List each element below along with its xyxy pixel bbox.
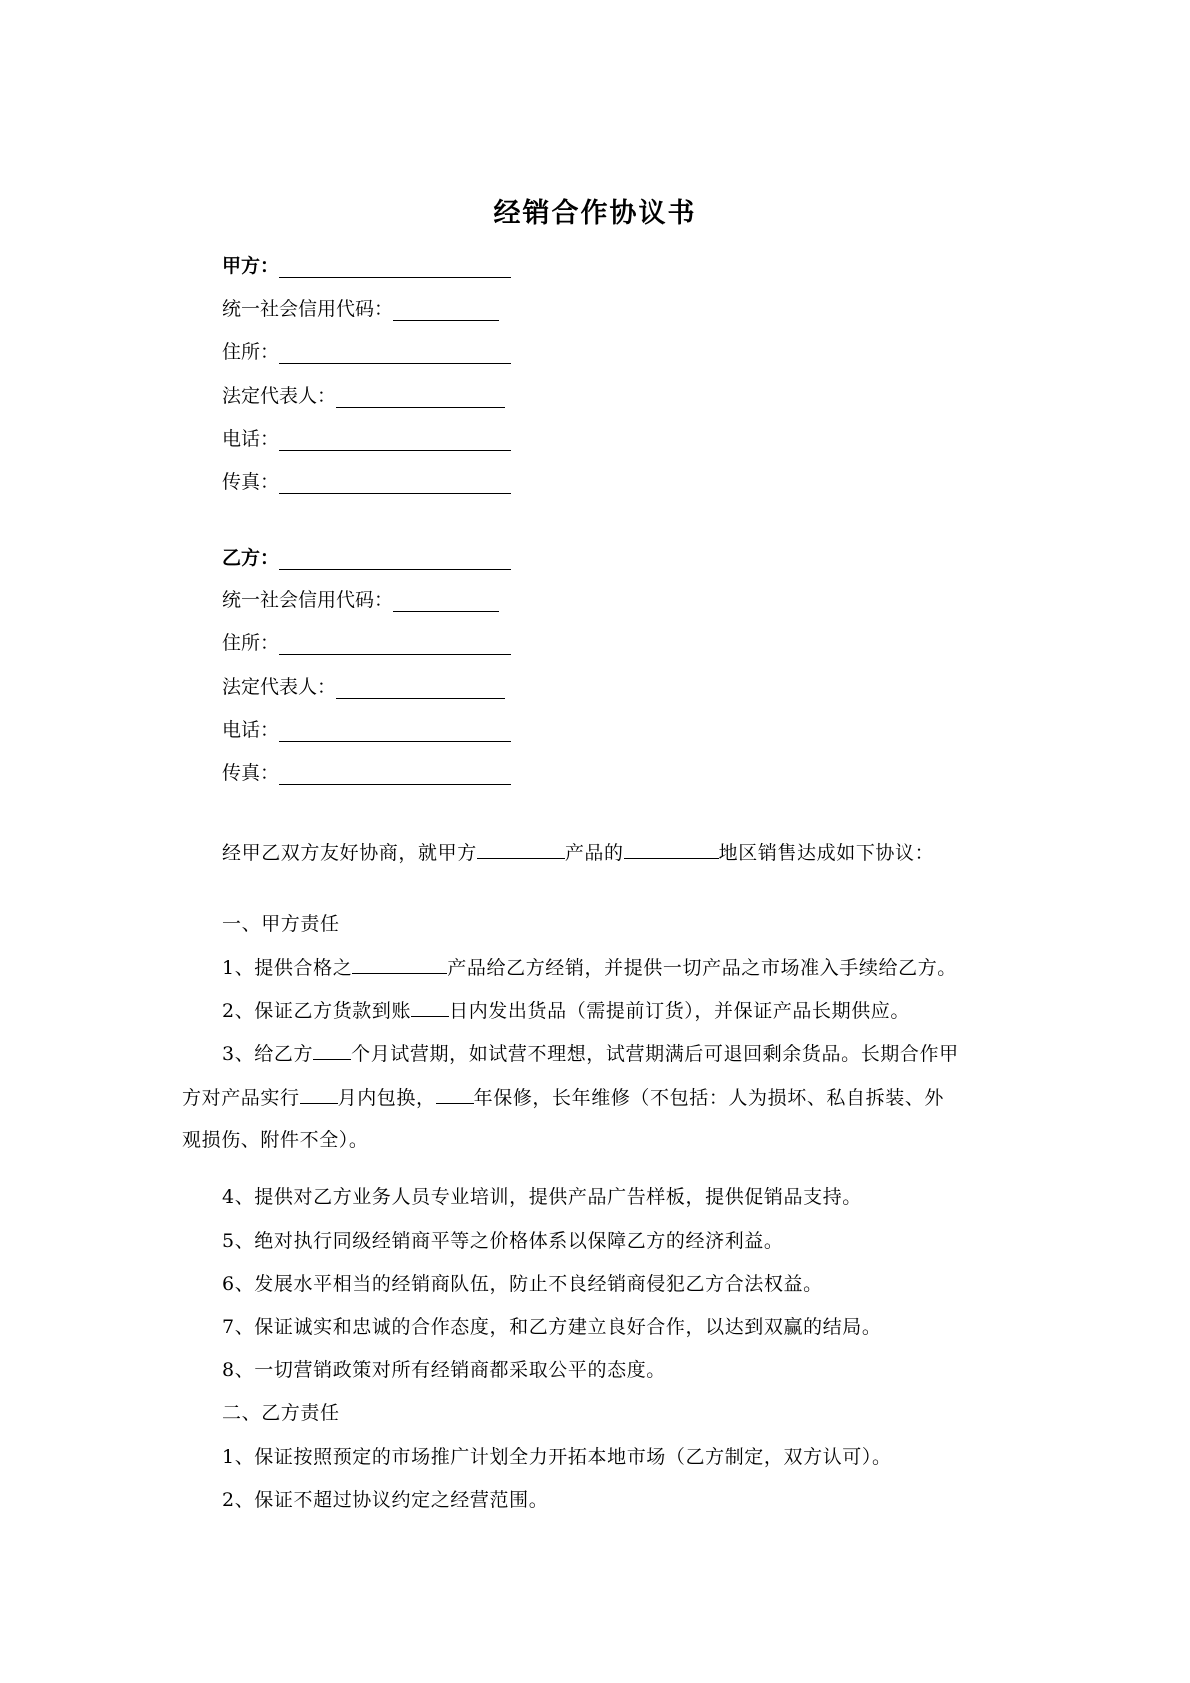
field-label: 统一社会信用代码：	[222, 298, 394, 320]
party-a-credit-code-blank[interactable]	[393, 298, 499, 321]
delivery-days-blank[interactable]	[411, 994, 449, 1017]
item-text: 方对产品实行	[182, 1087, 300, 1109]
item-text: 3、给乙方	[222, 1043, 314, 1065]
party-a-phone-row	[222, 423, 511, 455]
party-b-phone-blank[interactable]	[279, 719, 511, 742]
item-text: 产品给乙方经销，并提供一切产品之市场准入手续给乙方。	[447, 957, 957, 979]
party-a-name-blank[interactable]	[279, 255, 511, 278]
intro-paragraph	[222, 836, 934, 869]
field-label: 传真：	[222, 762, 280, 784]
party-a-address-blank[interactable]	[279, 341, 511, 364]
party-b-name-row	[222, 542, 511, 574]
item-text: 日内发出货品（需提前订货），并保证产品长期供应。	[449, 1000, 910, 1022]
field-label: 住所：	[222, 632, 280, 654]
intro-text-2: 产品的	[564, 842, 624, 864]
field-label: 电话：	[222, 719, 280, 741]
party-a-label: 甲方：	[222, 255, 280, 277]
section-2-item-2: 2、保证不超过协议约定之经营范围。	[222, 1489, 549, 1511]
party-b-legal-rep-blank[interactable]	[336, 676, 505, 699]
section-2-item-1: 1、保证按照预定的市场推广计划全力开拓本地市场（乙方制定，双方认可）。	[222, 1446, 892, 1468]
section-1-item-3-line-3: 观损伤、附件不全）。	[182, 1129, 369, 1151]
document-title: 经销合作协议书	[493, 198, 697, 229]
warranty-years-blank[interactable]	[436, 1081, 474, 1104]
item-text: 年保修，长年维修（不包括：人为损坏、私自拆装、外	[473, 1087, 945, 1109]
intro-text-1: 经甲乙双方友好协商，就甲方	[222, 842, 477, 864]
party-a-fax-blank[interactable]	[279, 471, 511, 494]
section-1-heading: 一、甲方责任	[222, 913, 340, 935]
item-text: 月内包换，	[337, 1087, 436, 1109]
section-2-heading: 二、乙方责任	[222, 1402, 340, 1424]
section-1-item-1	[222, 951, 957, 984]
qualified-product-blank[interactable]	[352, 951, 447, 974]
party-b-credit-code-row	[222, 584, 499, 616]
item-text: 个月试营期，如试营不理想，试营期满后可退回剩余货品。长期合作甲	[351, 1043, 959, 1065]
item-text: 2、保证乙方货款到账	[222, 1000, 412, 1022]
section-1-item-3-line-2	[182, 1081, 944, 1114]
section-1-item-5: 5、绝对执行同级经销商平等之价格体系以保障乙方的经济利益。	[222, 1230, 784, 1252]
party-b-legal-rep-row	[222, 671, 505, 703]
party-b-name-blank[interactable]	[279, 547, 511, 570]
party-a-fax-row	[222, 466, 511, 498]
region-blank[interactable]	[624, 836, 719, 859]
party-b-fax-row	[222, 757, 511, 789]
party-a-name-row	[222, 250, 511, 282]
party-b-phone-row	[222, 714, 511, 746]
field-label: 法定代表人：	[222, 385, 337, 407]
product-blank[interactable]	[477, 836, 565, 859]
section-1-item-2	[222, 994, 910, 1027]
party-a-legal-rep-blank[interactable]	[336, 385, 505, 408]
section-1-item-7: 7、保证诚实和忠诚的合作态度，和乙方建立良好合作，以达到双赢的结局。	[222, 1316, 882, 1338]
field-label: 电话：	[222, 428, 280, 450]
field-label: 统一社会信用代码：	[222, 589, 394, 611]
item-text: 1、提供合格之	[222, 957, 353, 979]
replacement-months-blank[interactable]	[300, 1081, 338, 1104]
party-a-legal-rep-row	[222, 380, 505, 412]
party-b-credit-code-blank[interactable]	[393, 589, 499, 612]
party-b-address-row	[222, 627, 511, 659]
party-b-fax-blank[interactable]	[279, 762, 511, 785]
field-label: 住所：	[222, 341, 280, 363]
section-1-item-4: 4、提供对乙方业务人员专业培训，提供产品广告样板，提供促销品支持。	[222, 1186, 862, 1208]
party-b-label: 乙方：	[222, 547, 280, 569]
party-a-address-row	[222, 336, 511, 368]
party-a-phone-blank[interactable]	[279, 428, 511, 451]
field-label: 传真：	[222, 471, 280, 493]
party-a-credit-code-row	[222, 293, 499, 325]
section-1-item-8: 8、一切营销政策对所有经销商都采取公平的态度。	[222, 1359, 666, 1381]
section-1-item-6: 6、发展水平相当的经销商队伍，防止不良经销商侵犯乙方合法权益。	[222, 1273, 823, 1295]
trial-months-blank[interactable]	[313, 1037, 351, 1060]
section-1-item-3-line-1	[222, 1037, 959, 1070]
party-b-address-blank[interactable]	[279, 632, 511, 655]
field-label: 法定代表人：	[222, 676, 337, 698]
intro-text-3: 地区销售达成如下协议：	[718, 842, 935, 864]
